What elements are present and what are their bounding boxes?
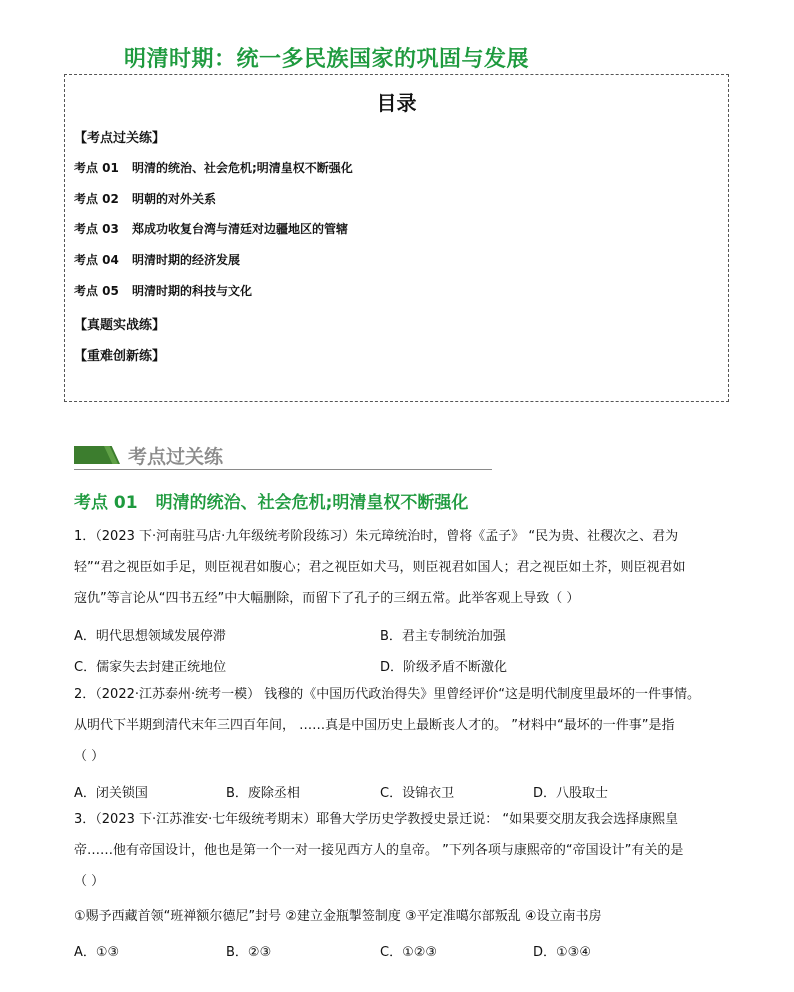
toc-section-exam: 【真题实战练】 (74, 318, 166, 333)
banner-label: 考点过关练 (128, 446, 224, 468)
question-3-line-1: 3．（2023 下·江苏淮安·七年级统考期末）耶鲁大学历史学教授史景迁说： “如果要交朋友我会选择康熙皇 (74, 812, 679, 827)
question-3-option-d: D．①③④ (533, 945, 591, 960)
toc-item: 考点 01 明清的统治、社会危机;明清皇权不断强化 (74, 161, 353, 175)
question-3-option-c: C．①②③ (380, 945, 438, 960)
toc-item: 考点 02 明朝的对外关系 (74, 192, 217, 206)
question-1-option-d: D．阶级矛盾不断激化 (380, 660, 508, 675)
question-1-line-3: 寇仇”等言论从“四书五经”中大幅删除，而留下了孔子的三纲五常。此举客观上导致（ ） (74, 591, 580, 606)
question-2-option-d: D．八股取士 (533, 786, 609, 801)
question-2-line-1: 2．（2022·江苏泰州·统考一模） 钱穆的《中国历代政治得失》里曾经评价“这是明代制度里最坏的一件事情。 (74, 687, 700, 702)
section-banner (74, 440, 492, 470)
question-2-line-2: 从明代下半期到清代末年三四百年间， ……真是中国历史上最断丧人才的。 ”材料中“最坏的一件事”是指 (74, 718, 675, 733)
question-3-line-3: （ ） (74, 874, 105, 889)
question-1-option-c: C．儒家失去封建正统地位 (74, 660, 227, 675)
question-1-option-b: B．君主专制统治加强 (380, 629, 506, 644)
question-3-option-b: B．②③ (226, 945, 272, 960)
question-1-line-2: 轻”“君之视臣如手足，则臣视君如腹心；君之视臣如犬马，则臣视君如国人；君之视臣如土芥，则臣视君如 (74, 560, 686, 575)
section-title: 考点 01 明清的统治、社会危机;明清皇权不断强化 (74, 493, 469, 513)
question-2-option-c: C．设锦衣卫 (380, 786, 455, 801)
question-3-line-4: ①赐予西藏首领“班禅额尔德尼”封号 ②建立金瓶掣签制度 ③平定准噶尔部叛乱 ④设立南书房 (74, 909, 602, 924)
question-2-line-3: （ ） (74, 749, 105, 764)
toc-section-practice: 【考点过关练】 (74, 131, 166, 146)
question-2-option-b: B．废除丞相 (226, 786, 300, 801)
question-1-line-1: 1．（2023 下·河南驻马店·九年级统考阶段练习）朱元璋统治时，曾将《孟子》 “民为贵、社稷次之、君为 (74, 529, 679, 544)
table-of-contents (64, 74, 729, 402)
question-3-line-2: 帝……他有帝国设计，他也是第一个一对一接见西方人的皇帝。 ”下列各项与康熙帝的“帝国设计”有关的是 (74, 843, 684, 858)
question-1-option-a: A．明代思想领域发展停滞 (74, 629, 226, 644)
toc-item: 考点 04 明清时期的经济发展 (74, 253, 241, 267)
banner-underline (74, 469, 492, 470)
toc-section-innovation: 【重难创新练】 (74, 349, 166, 364)
question-2-option-a: A．闭关锁国 (74, 786, 148, 801)
toc-heading: 目录 (376, 91, 417, 115)
question-3-option-a: A．①③ (74, 945, 120, 960)
document-title: 明清时期：统一多民族国家的巩固与发展 (124, 47, 530, 72)
toc-item: 考点 05 明清时期的科技与文化 (74, 284, 253, 298)
toc-item: 考点 03 郑成功收复台湾与清廷对边疆地区的管辖 (74, 222, 349, 236)
